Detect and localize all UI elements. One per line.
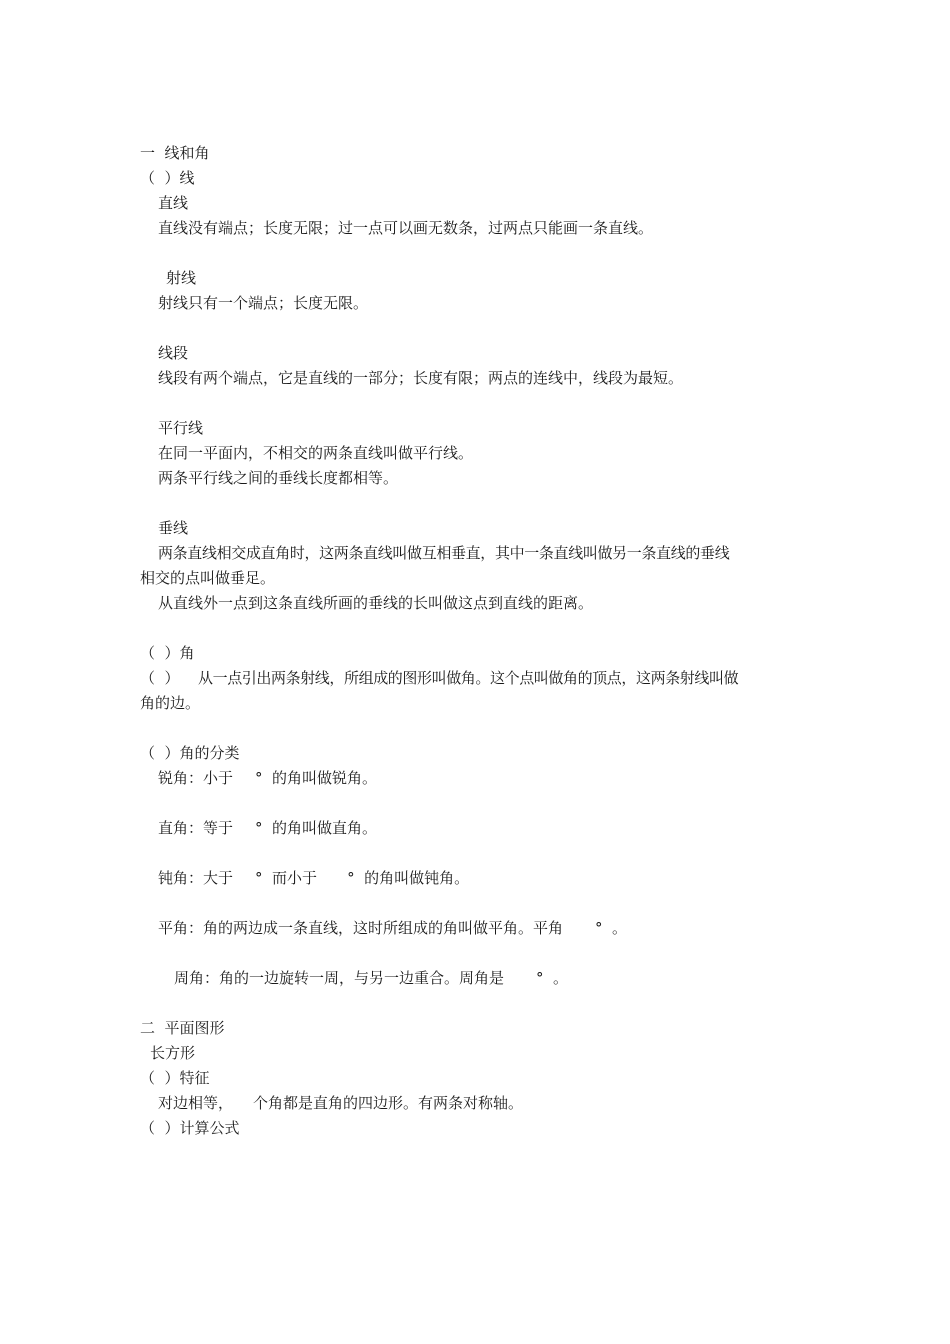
text-parallel-1: 在同一平面内，不相交的两条直线叫做平行线。 (158, 444, 474, 462)
text-angle-def-b: 角的边。 (140, 694, 201, 712)
subheading-formula: （ ）计算公式 (140, 1119, 240, 1137)
heading-ray: 射线 (166, 269, 197, 287)
subheading-lines: （ ）线 (140, 169, 195, 187)
text-right-angle: 直角：等于 ° 的角叫做直角。 (158, 819, 378, 837)
text-perpendicular-2: 从直线外一点到这条直线所画的垂线的长叫做这点到直线的距离。 (158, 594, 594, 612)
section-title-lines-angles: 一 线和角 (140, 144, 210, 162)
text-straight-angle: 平角：角的两边成一条直线，这时所组成的角叫做平角。平角 ° 。 (158, 919, 628, 937)
angle-def-prefix: （ ） (140, 669, 180, 687)
subheading-angle-classification: （ ）角的分类 (140, 744, 240, 762)
heading-parallel: 平行线 (158, 419, 204, 437)
subheading-features: （ ）特征 (140, 1069, 210, 1087)
text-acute-angle: 锐角：小于 ° 的角叫做锐角。 (158, 769, 378, 787)
text-perpendicular-1b: 相交的点叫做垂足。 (140, 569, 276, 587)
heading-straight-line: 直线 (158, 194, 189, 212)
text-straight-line: 直线没有端点；长度无限；过一点可以画无数条，过两点只能画一条直线。 (158, 219, 654, 237)
text-segment: 线段有两个端点，它是直线的一部分；长度有限；两点的连线中，线段为最短。 (158, 369, 684, 387)
text-angle-def-a: 从一点引出两条射线，所组成的图形叫做角。这个点叫做角的顶点，这两条射线叫做 (198, 669, 739, 687)
heading-segment: 线段 (158, 344, 189, 362)
text-rectangle-features: 对边相等， 个角都是直角的四边形。有两条对称轴。 (158, 1094, 524, 1112)
subheading-angle: （ ）角 (140, 644, 195, 662)
text-ray: 射线只有一个端点；长度无限。 (158, 294, 369, 312)
heading-perpendicular: 垂线 (158, 519, 189, 537)
heading-rectangle: 长方形 (150, 1044, 196, 1062)
text-full-angle: 周角：角的一边旋转一周，与另一边重合。周角是 ° 。 (174, 969, 569, 987)
text-obtuse-angle: 钝角：大于 ° 而小于 ° 的角叫做钝角。 (158, 869, 470, 887)
text-parallel-2: 两条平行线之间的垂线长度都相等。 (158, 469, 399, 487)
text-perpendicular-1a: 两条直线相交成直角时，这两条直线叫做互相垂直，其中一条直线叫做另一条直线的垂线 (158, 544, 730, 562)
section-title-plane-figures: 二 平面图形 (140, 1019, 225, 1037)
